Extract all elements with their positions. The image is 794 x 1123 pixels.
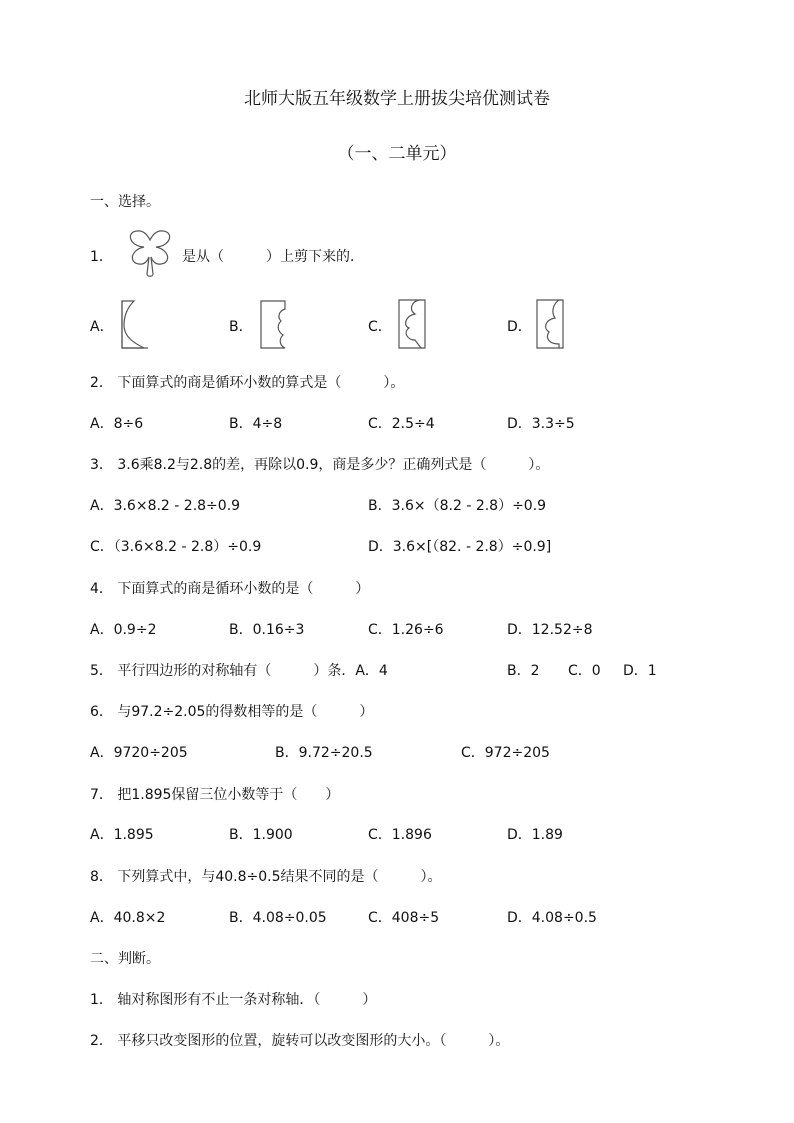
q8-option-c: C．408÷5 bbox=[368, 910, 440, 926]
option-a-paper-figure bbox=[120, 299, 152, 351]
judge-2-text: 2． 平移只改变图形的位置，旋转可以改变图形的大小。（ ）。 bbox=[90, 1033, 510, 1049]
q4-option-b: B．0.16÷3 bbox=[229, 622, 305, 638]
q5-option-d: D．1 bbox=[623, 663, 657, 679]
q8-option-a: A．40.8×2 bbox=[90, 910, 166, 926]
q6-text: 6． 与97.2÷2.05的得数相等的是（ ） bbox=[90, 704, 374, 720]
clover-shape-figure bbox=[125, 228, 175, 280]
q4-option-d: D．12.52÷8 bbox=[507, 622, 593, 638]
q8-option-b: B．4.08÷0.05 bbox=[229, 910, 327, 926]
judge-1-text: 1． 轴对称图形有不止一条对称轴．（ ） bbox=[90, 992, 377, 1008]
q1-option-d-label: D． bbox=[507, 319, 532, 335]
q2-text: 2． 下面算式的商是循环小数的算式是（ ）。 bbox=[90, 375, 405, 391]
page-title: 北师大版五年级数学上册拔尖培优测试卷 bbox=[244, 89, 550, 109]
q3-option-b: B．3.6×（8.2 - 2.8）÷0.9 bbox=[368, 498, 547, 514]
q7-option-d: D．1.89 bbox=[507, 827, 563, 843]
q8-option-d: D．4.08÷0.5 bbox=[507, 910, 597, 926]
q2-option-c: C．2.5÷4 bbox=[368, 416, 435, 432]
q4-option-c: C．1.26÷6 bbox=[368, 622, 444, 638]
q2-option-b: B．4÷8 bbox=[229, 416, 283, 432]
q8-text: 8． 下列算式中，与40.8÷0.5结果不同的是（ ）。 bbox=[90, 869, 442, 885]
q2-option-a: A．8÷6 bbox=[90, 416, 144, 432]
q5-option-c: C．0 bbox=[568, 663, 601, 679]
q6-option-b: B．9.72÷20.5 bbox=[275, 745, 373, 761]
section-2-heading: 二、判断。 bbox=[90, 951, 160, 967]
section-1-heading: 一、选择。 bbox=[90, 194, 160, 210]
q6-option-c: C．972÷205 bbox=[461, 745, 550, 761]
q7-option-c: C．1.896 bbox=[368, 827, 432, 843]
option-b-paper-figure bbox=[259, 299, 291, 351]
q1-option-a-label: A． bbox=[90, 319, 114, 335]
q7-text: 7． 把1.895保留三位小数等于（ ） bbox=[90, 787, 340, 803]
q7-option-b: B．1.900 bbox=[229, 827, 293, 843]
q1-number: 1． bbox=[90, 249, 113, 265]
q3-option-a: A．3.6×8.2 - 2.8÷0.9 bbox=[90, 498, 241, 514]
option-c-paper-figure bbox=[397, 298, 429, 352]
q4-text: 4． 下面算式的商是循环小数的是（ ） bbox=[90, 581, 370, 597]
q1-option-b-label: B． bbox=[229, 319, 253, 335]
q3-option-c: C．（3.6×8.2 - 2.8）÷0.9 bbox=[90, 539, 262, 555]
q4-option-a: A．0.9÷2 bbox=[90, 622, 157, 638]
q3-text: 3． 3.6乘8.2与2.8的差，再除以0.9，商是多少？正确列式是（ ）。 bbox=[90, 457, 550, 473]
q5-option-b: B．2 bbox=[507, 663, 540, 679]
q1-option-c-label: C． bbox=[368, 319, 392, 335]
q1-text: 是从（ ）上剪下来的． bbox=[182, 249, 364, 265]
q5-text: 5． 平行四边形的对称轴有（ ）条．A．4 bbox=[90, 663, 388, 679]
q2-option-d: D．3.3÷5 bbox=[507, 416, 575, 432]
q3-option-d: D．3.6×[（82. - 2.8）÷0.9] bbox=[368, 539, 552, 555]
page-subtitle: （一、二单元） bbox=[337, 144, 457, 164]
q7-option-a: A．1.895 bbox=[90, 827, 154, 843]
q6-option-a: A．9720÷205 bbox=[90, 745, 188, 761]
option-d-paper-figure bbox=[535, 298, 567, 352]
